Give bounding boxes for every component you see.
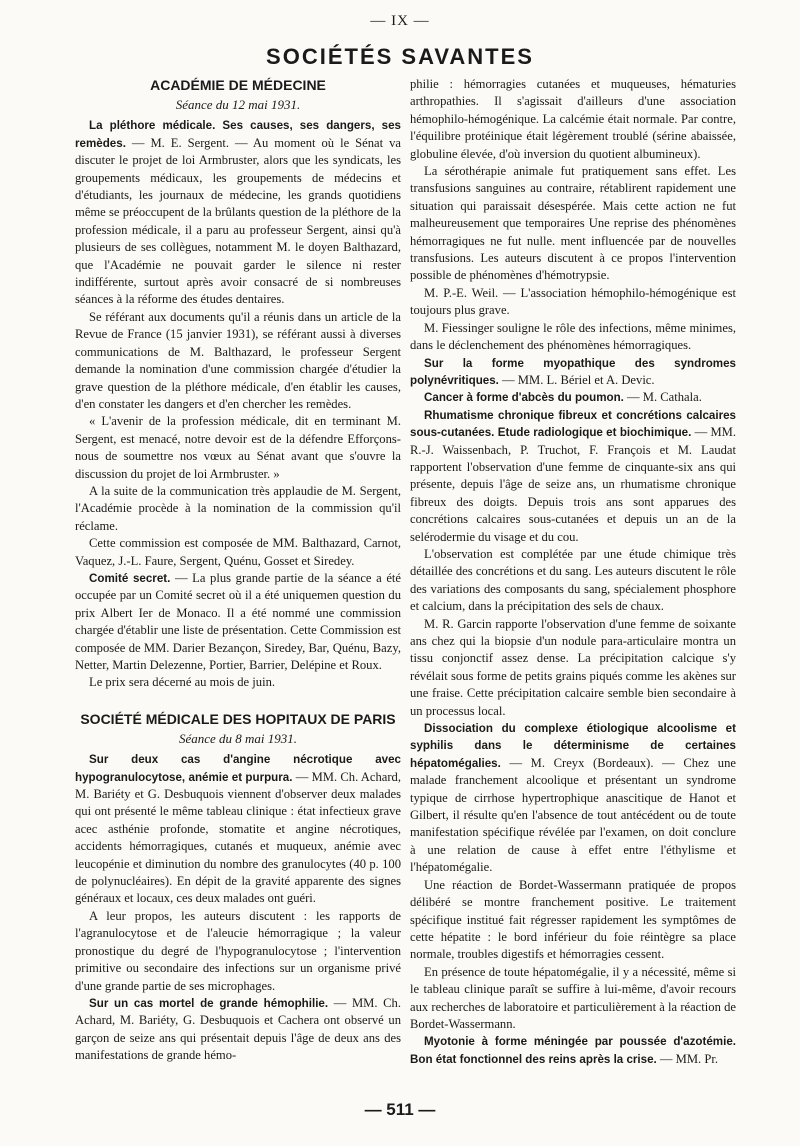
article-paragraph: A leur propos, les auteurs discutent : les rapports de l'agranulocytose et de l'aleucie hémorragique ; la valeur pronostique du degré de l'hypogranulocytose ; l'intervention primitive ou secondaire des infections sur un organisme privé d'une grande partie de ses microphages.	[75, 908, 401, 993]
article-paragraph	[410, 389, 736, 406]
article-paragraph	[75, 117, 401, 308]
article-paragraph: Le prix sera décerné au mois de juin.	[89, 675, 276, 690]
article-paragraph: En présence de toute hépatomégalie, il y a nécessité, même si le tableau clinique paraît se suffire à lui-même, d'avoir recours aux recherches de laboratoire et particulièrement à la réaction de Bordet-Wassermann.	[410, 964, 736, 1031]
article-paragraph: M. Fiessinger souligne le rôle des infections, même minimes, dans le déclenchement des phénomènes hémorragiques.	[410, 320, 736, 353]
section-title-academie: ACADÉMIE DE MÉDECINE	[150, 77, 326, 93]
article-paragraph	[410, 1033, 736, 1068]
article-text: — MM. Pr.	[656, 1051, 718, 1066]
article-text: — MM. Ch. Achard, M. Bariéty, G. Desbuquois et Cachera ont observé un garçon de seize ans qui présentait depuis l'âge de deux ans des manifestations de grande hémo-	[75, 995, 401, 1063]
article-paragraph: L'observation est complétée par une étude chimique très détaillée des concrétions et du sang. Les auteurs discutent le rôle des variations des composants du sang, spécialement phosphore et calcium, dans la précipitation des sels de chaux.	[410, 546, 736, 614]
article-heading: Comité secret.	[89, 571, 171, 585]
article-paragraph	[75, 570, 401, 674]
article-paragraph: M. P.-E. Weil. — L'association hémophilo-hémogénique est toujours plus grave.	[410, 285, 736, 318]
article-heading: Cancer à forme d'abcès du poumon.	[424, 391, 624, 405]
section-spacer	[75, 692, 401, 710]
article-paragraph: Se référant aux documents qu'il a réunis dans un article de la Revue de France (15 janvier 1931), se référant aussi à diverses communications de M. Balthazard, le professeur Sergent demande la nomination d'une commission chargée d'étudier la grave question de la pléthore médicale, d'en établir les causes, d'en constater les dangers et d'en chercher les remèdes.	[75, 309, 401, 411]
article-text: — La plus grande partie de la séance a été occupée par un Comité secret où il a été uniquemen question du prix Albert Ier de Monaco. Il a été nommé une commission chargée d'établir une liste de présentation. Cette Commission est composée de MM. Darier Bezançon, Siredey, Bar, Quénu, Bazy, Netter, Martin Delezenne, Portier, Barrier, Delépine et Roux.	[75, 570, 401, 672]
article-paragraph: « L'avenir de la profession médicale, dit en terminant M. Sergent, est menacé, notre devoir est de la défendre Efforçons-nous de soumettre nos vœux au Sénat avant que s'ouvre la discussion du projet de loi Armbruster. »	[75, 414, 401, 481]
article-heading: Rhumatisme chronique fibreux et concrétions calcaires sous-cutanées. Etude radiologique et biochimique.	[410, 408, 736, 440]
article-text: — MM. Ch. Achard, M. Bariéty et G. Desbuquois viennent d'observer deux malades qui ont présenté le même tableau clinique : état infectieux grave acec asthénie profonde, stomatite et angine nécrotiques, accidents hémorragiques, cutanés et muqueux, anémie avec leucopénie et diminution du nombre des granulocytes (40 p. 100 de polynucléaires). En dépit de la gravité apparente des signes généraux et locaux, ces deux malades ont guéri.	[75, 769, 402, 906]
article-paragraph: M. R. Garcin rapporte l'observation d'une femme de soixante ans chez qui la biopsie d'un nodule para-articulaire montra un tissu conjonctif assez dense. La précipitation calcique s'y révélait sous forme de petits grains piqués comme les akènes sur une fraise. Cette précipitation calcaire semble bien secondaire à un processus local.	[410, 616, 736, 718]
article-heading: Sur la forme myopathique des syndromes polynévritiques.	[410, 356, 736, 387]
article-paragraph: philie : hémorragies cutanées et muqueuses, hématuries arthropathies. Il s'agissait d'ailleurs d'une association hémophilo-hémogénique. La calcémie était normale. Par contre, l'équilibre protéinique était légèrement troublé (sérine abaissée, globuline élevée, d'où inversion du quotient albumineux).	[410, 77, 736, 161]
article-paragraph: Une réaction de Bordet-Wassermann pratiquée de propos délibéré se montre franchement positive. Le traitement spécifique institué fait régresser rapidement les symptômes de cette hépatite : le bord inférieur du foie réintègre sa place normale, troubles digestifs et hémorragies cessent.	[410, 877, 736, 962]
article-paragraph	[75, 995, 401, 1065]
article-heading: Sur un cas mortel de grande hémophilie.	[89, 996, 329, 1010]
article-paragraph	[410, 355, 736, 390]
article-text: — M. Creyx (Bordeaux). — Chez une malade franchement alcoolique et présentant un syndrome typique de cirrhose hypertrophique anascitique de Hanot et Gilbert, il résulte qu'en l'absence de tout antécédent ou de toute manifestation spécifique révélée par l'examen, on doit conclure à une relation de cause à effet entre l'éthylisme et l'hépatomégalie.	[410, 755, 736, 875]
article-heading: Sur deux cas d'angine nécrotique avec hypogranulocytose, anémie et purpura.	[75, 753, 401, 784]
article-heading: La pléthore médicale. Ses causes, ses dangers, ses remèdes.	[75, 119, 401, 150]
article-text: — MM. L. Bériel et A. Devic.	[498, 372, 655, 387]
article-text: — MM. R.-J. Waissenbach, P. Truchot, F. François et M. Laudat rapportent l'observation d'une femme de cinquante-six ans qui présente, depuis l'âge de seize ans, un rhumatisme chronique fibreux des doigts. Depuis trois ans sont apparues des concrétions calcaires sous-cutanées et depuis un an de la selérodermie du visage et du cou.	[410, 425, 736, 544]
article-text: — Au moment où le Sénat va discuter le projet de loi Armbruster, alors que les syndicats, les groupements médicaux, les groupements de médecins et d'étudiants, les journaux de médecine, les grands quotidiens même se préoccupent de la brûlants question de la pléthore de la profession médicale, il a paru au professeur Sergent, ainsi qu'à plusieurs de ses collègues, notamment M. le doyen Balthazard, que l'Académie ne pouvait garder le silence ni rester indifférente, surtout après avoir consacré de si nombreuses séances à la réforme des études dentaires.	[75, 135, 401, 307]
article-paragraph	[410, 407, 736, 546]
article-heading: Dissociation du complexe étiologique alcoolisme et syphilis dans le déterminisme de certaines hépatomégalies.	[410, 722, 736, 770]
page-number: — 511 —	[364, 1100, 436, 1119]
article-author: — M. E. Sergent.	[131, 135, 230, 150]
page-title: SOCIÉTÉS SAVANTES	[266, 44, 534, 69]
section-title-hopitaux: SOCIÉTÉ MÉDICALE DES HOPITAUX DE PARIS	[80, 710, 396, 727]
article-paragraph: Cette commission est composée de MM. Balthazard, Carnot, Vaquez, J.-L. Faure, Sergent, Quénu, Gosset et Siredey.	[75, 536, 401, 568]
right-column	[410, 76, 736, 1068]
session-date-academie: Séance du 12 mai 1931.	[175, 97, 301, 112]
roman-page-number: — IX —	[370, 13, 430, 29]
article-paragraph: A la suite de la communication très applaudie de M. Sergent, l'Académie procède à la nomination de la commission qu'il réclame.	[75, 483, 401, 533]
article-paragraph	[410, 720, 736, 877]
article-paragraph: La sérothérapie animale fut pratiquement sans effet. Les transfusions sanguines au contraire, rétablirent rapidement une situation qui paraissait désespérée. Mais cette action ne fut malheureusement que temporaires Une reprise des phénomènes hémorragiques ne fut nulle. ment influencée par de nouvelles transfusions. Les auteurs discutent à ce propos l'intervention possible de phénomènes d'hémotrypsie.	[410, 164, 736, 283]
article-paragraph	[75, 751, 401, 908]
article-text: — M. Cathala.	[623, 390, 702, 405]
article-heading: Myotonie à forme méningée par poussée d'azotémie. Bon état fonctionnel des reins après la crise.	[410, 1035, 736, 1066]
session-date-hopitaux: Séance du 8 mai 1931.	[178, 730, 298, 746]
left-column	[75, 76, 401, 1065]
